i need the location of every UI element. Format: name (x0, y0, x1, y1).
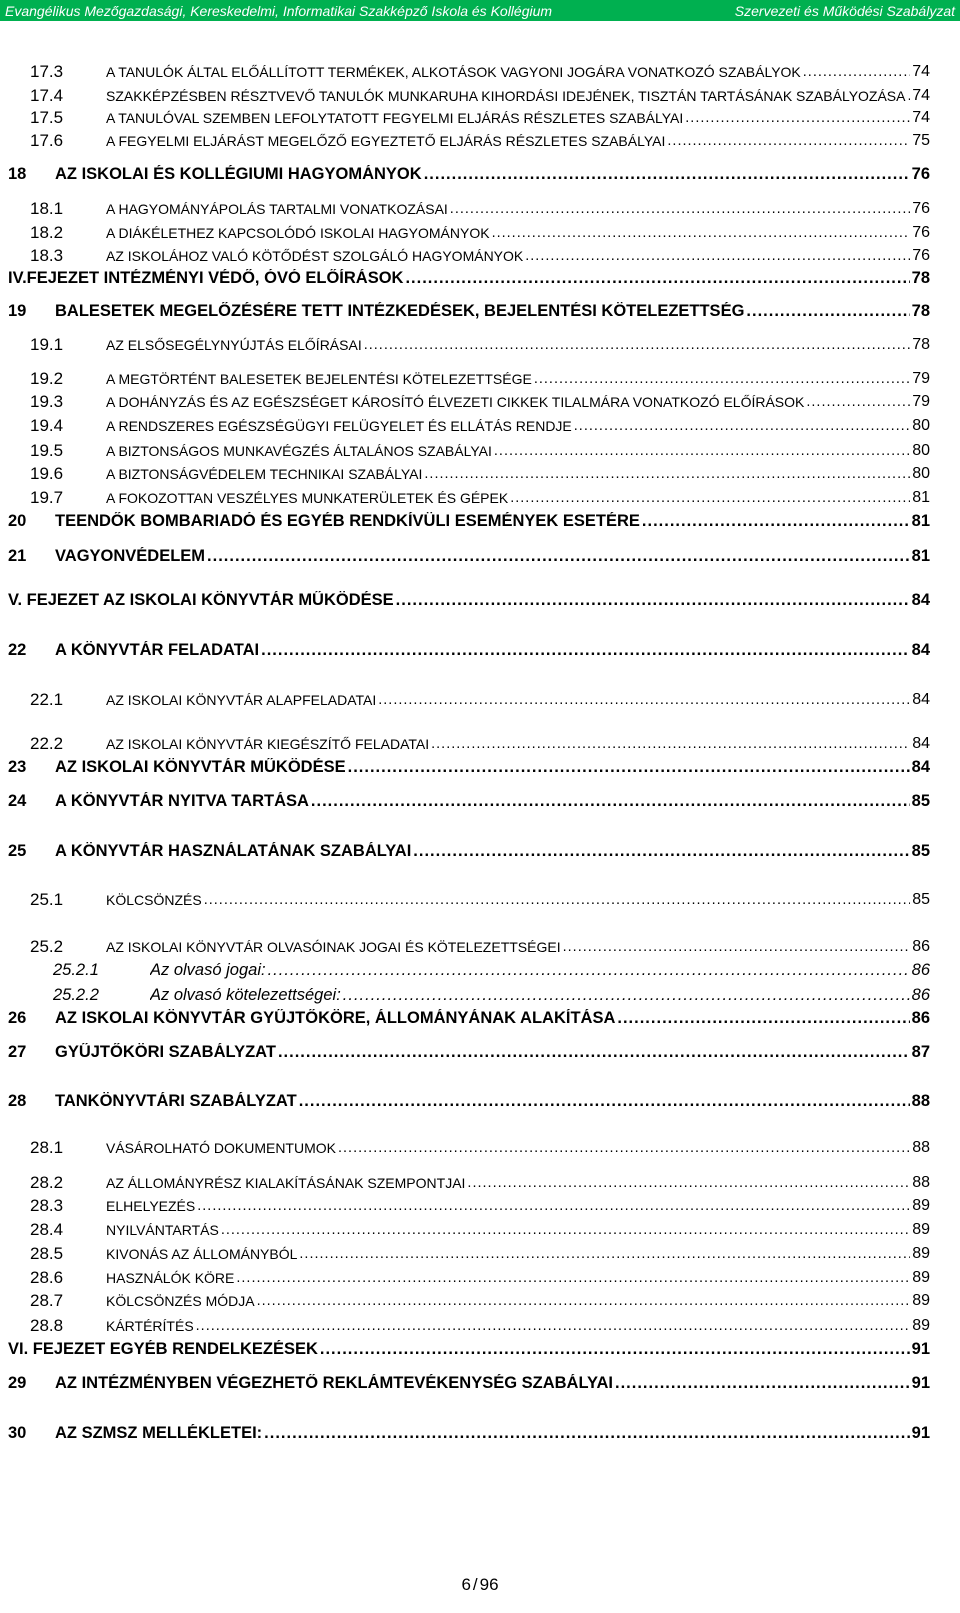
toc-entry-title: IV.FEJEZET INTÉZMÉNYI VÉDŐ, ÓVÓ ELŐÍRÁSOK (8, 268, 404, 287)
toc-dot-leader (257, 1293, 911, 1309)
toc-entry[interactable] (0, 756, 960, 778)
toc-entry-page: 78 (911, 301, 930, 320)
toc-entry-number: 18.1 (30, 199, 64, 218)
toc-entry-number: 28.6 (30, 1268, 64, 1287)
toc-entry-title-line (106, 691, 930, 709)
toc-entry[interactable] (0, 1290, 960, 1312)
toc-entry[interactable] (0, 415, 960, 437)
toc-entry[interactable] (0, 198, 960, 220)
toc-dot-leader (803, 64, 910, 80)
toc-entry-page: 89 (912, 1292, 930, 1309)
toc-entry[interactable] (0, 936, 960, 958)
toc-entry-title: A DOHÁNYZÁS ÉS AZ EGÉSZSÉGET KÁROSÍTÓ ÉLVEZETI CIKKEK TILALMÁRA VONATKOZÓ ELŐÍRÁSOK (106, 394, 805, 410)
toc-entry-title: A MEGTÖRTÉNT BALESETEK BEJELENTÉSI KÖTELEZETTSÉGE (106, 371, 532, 387)
toc-entry-title: AZ ISKOLÁHOZ VALÓ KÖTŐDÉST SZOLGÁLÓ HAGYOMÁNYOK (106, 248, 524, 264)
toc-entry-number: 17.5 (30, 108, 64, 127)
toc-entry-title-line (55, 641, 930, 660)
toc-entry-title-line (150, 986, 930, 1005)
toc-dot-leader (311, 792, 910, 811)
toc-entry-title-line (8, 269, 930, 288)
toc-entry[interactable] (0, 245, 960, 267)
toc-dot-leader (615, 1374, 910, 1393)
toc-entry-title-line (106, 200, 930, 218)
toc-entry-page: 80 (912, 417, 930, 434)
toc-entry-number: 28.2 (30, 1173, 64, 1192)
toc-entry-page: 88 (912, 1139, 930, 1156)
toc-entry[interactable] (0, 487, 960, 509)
toc-entry[interactable] (0, 1243, 960, 1265)
toc-entry-page: 80 (912, 465, 930, 482)
toc-dot-leader (746, 302, 909, 321)
toc-entry-number: 30 (8, 1423, 27, 1442)
toc-entry-title: HASZNÁLÓK KÖRE (106, 1270, 235, 1286)
toc-entry-page: 76 (912, 224, 930, 241)
toc-entry-title: BALESETEK MEGELŐZÉSÉRE TETT INTÉZKEDÉSEK, BEJELENTÉSI KÖTELEZETTSÉG (55, 301, 745, 320)
toc-dot-leader (207, 547, 910, 566)
toc-entry-number: 22.2 (30, 734, 64, 753)
toc-entry-page: 84 (912, 735, 930, 752)
toc-entry-number: 19.1 (30, 335, 64, 354)
toc-entry-number: 28.1 (30, 1138, 64, 1157)
toc-entry-title: TEENDŐK BOMBARIADÓ ÉS EGYÉB RENDKÍVÜLI ESEMÉNYEK ESETÉRE (55, 511, 640, 530)
toc-entry[interactable] (0, 85, 960, 107)
toc-entry-title-line (55, 792, 930, 811)
toc-entry-number: 18 (8, 164, 27, 183)
toc-entry-number: 19.3 (30, 392, 64, 411)
toc-entry[interactable] (0, 267, 960, 289)
toc-entry-title: AZ ISKOLAI KÖNYVTÁR OLVASÓINAK JOGAI ÉS KÖTELEZETTSÉGEI (106, 939, 561, 955)
toc-dot-leader (494, 443, 910, 459)
toc-entry-title-line (8, 591, 930, 610)
toc-dot-leader (396, 591, 910, 610)
toc-entry-title-line (106, 1317, 930, 1335)
toc-entry[interactable] (0, 1422, 960, 1444)
toc-entry-title-line (55, 1043, 930, 1062)
toc-entry[interactable] (0, 1195, 960, 1217)
toc-entry-title: AZ ISKOLAI KÖNYVTÁR ALAPFELADATAI (106, 692, 377, 708)
toc-entry-title: AZ ISKOLAI KÖNYVTÁR KIEGÉSZÍTŐ FELADATAI (106, 736, 430, 752)
page-footer (0, 1575, 960, 1595)
toc-entry-title-line (55, 1009, 930, 1028)
toc-entry[interactable] (0, 1172, 960, 1194)
toc-entry-title-line (106, 1174, 930, 1192)
toc-entry-title: KÖLCSÖNZÉS MÓDJA (106, 1293, 255, 1309)
toc-entry-title-line (106, 224, 930, 242)
toc-entry-title: A BIZTONSÁGVÉDELEM TECHNIKAI SZABÁLYAI (106, 466, 423, 482)
toc-entry[interactable] (0, 984, 960, 1006)
toc-entry-number: 26 (8, 1008, 27, 1027)
toc-entry-title-line (106, 1139, 930, 1157)
toc-dot-leader (204, 892, 911, 908)
toc-dot-leader (563, 939, 911, 955)
toc-entry-page: 81 (911, 546, 930, 565)
toc-dot-leader (278, 1043, 910, 1062)
toc-entry-page: 91 (911, 1423, 930, 1442)
toc-entry[interactable] (0, 959, 960, 981)
toc-entry-page: 86 (911, 985, 930, 1004)
toc-entry[interactable] (0, 790, 960, 812)
toc-entry[interactable] (0, 300, 960, 322)
toc-dot-leader (574, 418, 910, 434)
toc-dot-leader (405, 269, 909, 288)
toc-entry[interactable] (0, 1372, 960, 1394)
toc-dot-leader (348, 758, 910, 777)
toc-dot-leader (467, 1175, 910, 1191)
toc-entry[interactable] (0, 391, 960, 413)
toc-entry-title: GYŰJTŐKÖRI SZABÁLYZAT (55, 1042, 276, 1061)
page-number-total: 96 (479, 1575, 499, 1594)
toc-entry-title: A FEGYELMI ELJÁRÁST MEGELŐZŐ EGYEZTETŐ ELJÁRÁS RÉSZLETES SZABÁLYAI (106, 133, 666, 149)
toc-entry-title-line (55, 1374, 930, 1393)
toc-entry[interactable] (0, 1090, 960, 1112)
toc-entry-title: AZ SZMSZ MELLÉKLETEI: (55, 1423, 263, 1442)
toc-entry-number: 25.2 (30, 937, 64, 956)
toc-dot-leader (338, 1140, 910, 1156)
toc-entry-page: 89 (912, 1269, 930, 1286)
toc-entry-page: 74 (912, 63, 930, 80)
toc-entry-title-line (106, 489, 930, 507)
toc-dot-leader (534, 371, 910, 387)
toc-dot-leader (236, 1270, 910, 1286)
toc-entry[interactable] (0, 545, 960, 567)
toc-entry-title: AZ ISKOLAI KÖNYVTÁR MŰKÖDÉSE (55, 757, 346, 776)
toc-entry-title: A KÖNYVTÁR NYITVA TARTÁSA (55, 791, 309, 810)
toc-entry-title: AZ ISKOLAI ÉS KOLLÉGIUMI HAGYOMÁNYOK (55, 164, 422, 183)
toc-entry[interactable] (0, 510, 960, 532)
toc-entry-page: 78 (911, 268, 930, 287)
toc-dot-leader (378, 692, 910, 708)
toc-dot-leader (685, 110, 910, 126)
toc-entry-number: 28.3 (30, 1196, 64, 1215)
toc-entry-title: A TANULÓVAL SZEMBEN LEFOLYTATOTT FEGYELMI ELJÁRÁS RÉSZLETES SZABÁLYAI (106, 110, 684, 126)
toc-entry-page: 81 (911, 511, 930, 530)
toc-entry-title: AZ ÁLLOMÁNYRÉSZ KIALAKÍTÁSÁNAK SZEMPONTJAI (106, 1175, 466, 1191)
toc-dot-leader (525, 248, 910, 264)
toc-entry-title: Az olvasó jogai: (150, 960, 266, 979)
toc-dot-leader (450, 201, 910, 217)
toc-entry[interactable] (0, 1007, 960, 1029)
toc-entry-title: A TANULÓK ÁLTAL ELŐÁLLÍTOTT TERMÉKEK, ALKOTÁSOK VAGYONI JOGÁRA VONATKOZÓ SZABÁLYOK (106, 64, 801, 80)
toc-entry[interactable] (0, 589, 960, 611)
toc-entry-number: 19 (8, 301, 27, 320)
toc-entry-title: A DIÁKÉLETHEZ KAPCSOLÓDÓ ISKOLAI HAGYOMÁNYOK (106, 225, 490, 241)
toc-entry-title-line (55, 547, 930, 566)
toc-entry-page: 84 (911, 640, 930, 659)
toc-entry-title-line (55, 165, 930, 184)
toc-entry-title-line (106, 247, 930, 265)
toc-entry-page: 89 (912, 1245, 930, 1262)
toc-entry[interactable] (0, 840, 960, 862)
toc-entry[interactable] (0, 639, 960, 661)
toc-dot-leader (431, 736, 910, 752)
toc-entry-number: 28 (8, 1091, 27, 1110)
toc-entry[interactable] (0, 1219, 960, 1241)
toc-entry-number: 18.2 (30, 223, 64, 242)
toc-dot-leader (907, 88, 910, 104)
toc-dot-leader (492, 225, 911, 241)
toc-entry-page: 81 (912, 489, 930, 506)
toc-entry[interactable] (0, 368, 960, 390)
toc-entry-page: 76 (911, 164, 930, 183)
toc-entry[interactable] (0, 1338, 960, 1360)
toc-entry-title-line (55, 842, 930, 861)
toc-entry-title-line (106, 1245, 930, 1263)
toc-entry-number: 28.4 (30, 1220, 64, 1239)
toc-entry-number: 19.7 (30, 488, 64, 507)
toc-entry[interactable] (0, 1041, 960, 1063)
toc-entry-page: 91 (911, 1373, 930, 1392)
toc-dot-leader (196, 1318, 911, 1334)
toc-entry-title: A HAGYOMÁNYÁPOLÁS TARTALMI VONATKOZÁSAI (106, 201, 448, 217)
toc-entry-number: 24 (8, 791, 27, 810)
toc-entry-title: TANKÖNYVTÁRI SZABÁLYZAT (55, 1091, 297, 1110)
toc-entry-title-line (55, 758, 930, 777)
toc-entry-number: 28.8 (30, 1316, 64, 1335)
toc-entry-number: 19.4 (30, 416, 64, 435)
toc-entry-page: 85 (912, 891, 930, 908)
header-school-name: Evangélikus Mezőgazdasági, Kereskedelmi, Informatikai Szakképző Iskola és Kollégium (5, 2, 553, 19)
toc-entry-page: 86 (911, 960, 930, 979)
toc-entry-title-line (106, 132, 930, 150)
toc-entry-page: 89 (912, 1221, 930, 1238)
toc-dot-leader (268, 961, 910, 980)
toc-entry-title-line (106, 1197, 930, 1215)
toc-entry-page: 80 (912, 442, 930, 459)
toc-entry[interactable] (0, 130, 960, 152)
toc-entry-number: 27 (8, 1042, 27, 1061)
toc-entry-title: A RENDSZERES EGÉSZSÉGÜGYI FELÜGYELET ÉS ELLÁTÁS RENDJE (106, 418, 572, 434)
toc-entry-title: VÁSÁROLHATÓ DOKUMENTUMOK (106, 1140, 336, 1156)
toc-entry-page: 74 (912, 109, 930, 126)
toc-entry[interactable] (0, 222, 960, 244)
toc-entry-title: A KÖNYVTÁR FELADATAI (55, 640, 260, 659)
toc-entry-number: 25.2.2 (53, 985, 99, 1004)
toc-entry[interactable] (0, 440, 960, 462)
header-document-title: Szervezeti és Működési Szabályzat (734, 2, 955, 19)
toc-entry-page: 74 (912, 87, 930, 104)
toc-entry-title-line (8, 1340, 930, 1359)
toc-entry-title-line (106, 417, 930, 435)
toc-entry[interactable] (0, 463, 960, 485)
toc-entry-number: 19.5 (30, 441, 64, 460)
toc-entry-title-line (106, 87, 930, 105)
toc-entry-title-line (106, 442, 930, 460)
toc-entry-title: A BIZTONSÁGOS MUNKAVÉGZÉS ÁLTALÁNOS SZABÁLYAI (106, 443, 492, 459)
toc-entry-page: 91 (911, 1339, 930, 1358)
toc-dot-leader (806, 394, 910, 410)
toc-entry-page: 78 (912, 336, 930, 353)
toc-entry-number: 23 (8, 757, 27, 776)
toc-entry-number: 29 (8, 1373, 27, 1392)
toc-dot-leader (299, 1092, 910, 1111)
toc-entry-title: A KÖNYVTÁR HASZNÁLATÁNAK SZABÁLYAI (55, 841, 412, 860)
toc-entry-title-line (55, 1092, 930, 1111)
toc-entry[interactable] (0, 733, 960, 755)
toc-dot-leader (261, 641, 910, 660)
toc-dot-leader (413, 842, 909, 861)
toc-entry-number: 28.5 (30, 1244, 64, 1263)
toc-entry-number: 22.1 (30, 690, 64, 709)
toc-entry-page: 89 (912, 1197, 930, 1214)
toc-dot-leader (424, 165, 910, 184)
toc-entry-title-line (106, 465, 930, 483)
toc-entry-title-line (106, 938, 930, 956)
toc-entry-page: 79 (912, 370, 930, 387)
toc-dot-leader (221, 1222, 910, 1238)
toc-entry[interactable] (0, 689, 960, 711)
toc-entry-title: AZ INTÉZMÉNYBEN VÉGEZHETŐ REKLÁMTEVÉKENYSÉG SZABÁLYAI (55, 1373, 614, 1392)
toc-entry-number: 25.1 (30, 890, 64, 909)
toc-entry-title-line (106, 735, 930, 753)
toc-entry-title: NYILVÁNTARTÁS (106, 1222, 219, 1238)
toc-dot-leader (424, 466, 910, 482)
toc-entry-title-line (150, 961, 930, 980)
toc-entry-title: AZ ISKOLAI KÖNYVTÁR GYŰJTŐKÖRE, ÁLLOMÁNYÁNAK ALAKÍTÁSA (55, 1008, 616, 1027)
toc-entry-page: 79 (912, 393, 930, 410)
toc-entry-page: 75 (912, 132, 930, 149)
toc-entry-title-line (55, 1424, 930, 1443)
toc-entry[interactable] (0, 1315, 960, 1337)
toc-entry-title-line (55, 512, 930, 531)
toc-entry-page: 86 (912, 938, 930, 955)
toc-entry-page: 84 (911, 590, 930, 609)
toc-entry-number: 21 (8, 546, 27, 565)
toc-entry-title: KÁRTÉRÍTÉS (106, 1318, 194, 1334)
toc-entry-title: V. FEJEZET AZ ISKOLAI KÖNYVTÁR MŰKÖDÉSE (8, 590, 394, 609)
toc-entry-page: 86 (911, 1008, 930, 1027)
toc-entry-title-line (106, 1269, 930, 1287)
toc-entry-title-line (106, 1221, 930, 1239)
page-number-current: 6 (461, 1575, 471, 1594)
toc-entry-page: 76 (912, 200, 930, 217)
toc-entry-page: 84 (911, 757, 930, 776)
toc-entry-title: Az olvasó kötelezettségei: (150, 985, 341, 1004)
toc-entry-page: 89 (912, 1317, 930, 1334)
toc-entry-title: SZAKKÉPZÉSBEN RÉSZTVEVŐ TANULÓK MUNKARUHA KIHORDÁSI IDEJÉNEK, TISZTÁN TARTÁSÁNAK SZABÁLYOZÁSA (106, 88, 906, 104)
toc-entry-title-line (106, 891, 930, 909)
toc-dot-leader (299, 1246, 910, 1262)
toc-dot-leader (667, 133, 910, 149)
toc-entry-title-line (106, 336, 930, 354)
toc-entry-title: AZ ELSŐSEGÉLYNYÚJTÁS ELŐÍRÁSAI (106, 337, 362, 353)
page-number-separator: / (472, 1575, 478, 1594)
toc-dot-leader (343, 986, 910, 1005)
toc-entry-page: 76 (912, 247, 930, 264)
toc-entry-number: 17.4 (30, 86, 64, 105)
toc-entry-page: 88 (912, 1174, 930, 1191)
toc-entry[interactable] (0, 334, 960, 356)
toc-entry[interactable] (0, 61, 960, 83)
toc-entry-page: 88 (911, 1091, 930, 1110)
toc-entry-title-line (55, 302, 930, 321)
toc-entry-page: 85 (911, 841, 930, 860)
toc-entry-number: 19.6 (30, 464, 64, 483)
toc-entry[interactable] (0, 889, 960, 911)
toc-entry-number: 28.7 (30, 1291, 64, 1310)
running-header (0, 0, 960, 21)
toc-entry-title-line (106, 109, 930, 127)
toc-entry-title-line (106, 393, 930, 411)
toc-entry-title: KÖLCSÖNZÉS (106, 892, 202, 908)
toc-dot-leader (264, 1424, 909, 1443)
toc-entry-number: 22 (8, 640, 27, 659)
toc-entry-title: VI. FEJEZET EGYÉB RENDELKEZÉSEK (8, 1339, 318, 1358)
toc-entry[interactable] (0, 1267, 960, 1289)
toc-entry-number: 20 (8, 511, 27, 530)
toc-entry-title-line (106, 63, 930, 81)
toc-entry-title-line (106, 370, 930, 388)
toc-entry-number: 25 (8, 841, 27, 860)
toc-dot-leader (642, 512, 910, 531)
toc-entry-number: 17.3 (30, 62, 64, 81)
toc-dot-leader (617, 1009, 909, 1028)
toc-entry[interactable] (0, 107, 960, 129)
toc-entry-title-line (106, 1292, 930, 1310)
toc-entry[interactable] (0, 163, 960, 185)
toc-entry-title: ELHELYEZÉS (106, 1198, 196, 1214)
toc-entry-title: KIVONÁS AZ ÁLLOMÁNYBÓL (106, 1246, 298, 1262)
toc-entry-number: 17.6 (30, 131, 64, 150)
toc-entry-page: 84 (912, 691, 930, 708)
toc-dot-leader (364, 337, 910, 353)
toc-entry-title: VAGYONVÉDELEM (55, 546, 206, 565)
toc-dot-leader (197, 1198, 910, 1214)
toc-entry-page: 85 (911, 791, 930, 810)
toc-entry-title: A FOKOZOTTAN VESZÉLYES MUNKATERÜLETEK ÉS GÉPEK (106, 490, 509, 506)
toc-entry-number: 18.3 (30, 246, 64, 265)
toc-dot-leader (320, 1340, 910, 1359)
toc-entry-number: 25.2.1 (53, 960, 99, 979)
toc-dot-leader (510, 490, 910, 506)
toc-entry-number: 19.2 (30, 369, 64, 388)
toc-entry[interactable] (0, 1137, 960, 1159)
toc-entry-page: 87 (911, 1042, 930, 1061)
